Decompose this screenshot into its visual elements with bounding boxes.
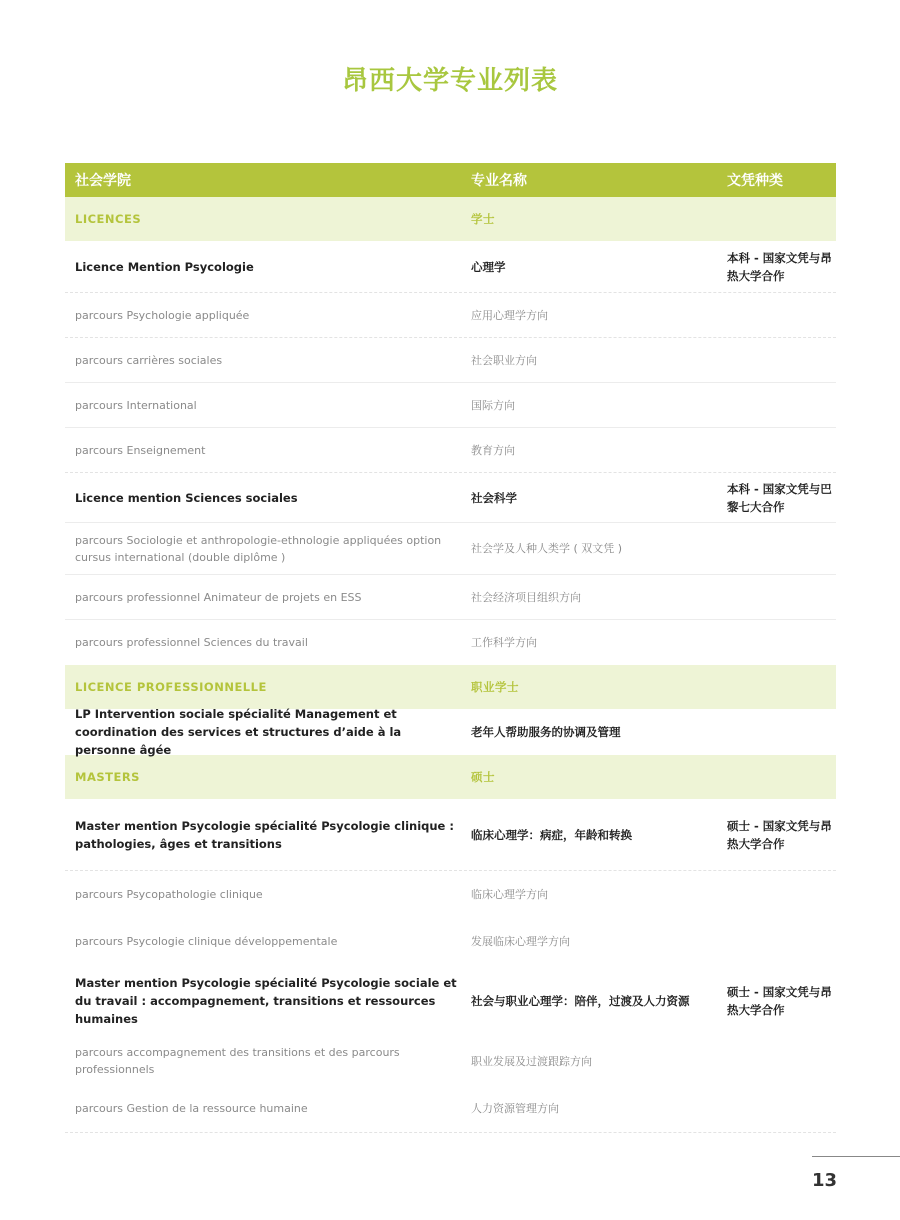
row-title-cn: 人力资源管理方向	[471, 1102, 559, 1115]
table-row	[65, 1085, 836, 1133]
table-row	[65, 799, 836, 871]
page-title: 昂西大学专业列表	[341, 66, 558, 96]
table-row	[65, 965, 836, 1037]
row-title-fr: parcours Sociologie et anthropologie-ethnologie appliquées option cursus international (double diplôme )	[75, 533, 442, 564]
row-title-cn: 工作科学方向	[471, 636, 537, 649]
row-title-fr: LP Intervention sociale spécialité Management et coordination des services et structures d’aide à la personne âgée	[75, 707, 402, 757]
section-label-fr: LICENCES	[75, 212, 142, 226]
row-title-cn: 临床心理学：病症，年龄和转换	[471, 827, 632, 842]
row-title-fr: Licence Mention Psycologie	[75, 259, 254, 274]
row-title-fr: parcours Gestion de la ressource humaine	[75, 1102, 308, 1115]
row-title-fr: parcours carrières sociales	[75, 353, 223, 367]
row-title-fr: parcours professionnel Animateur de projets en ESS	[75, 590, 362, 604]
row-title-fr: parcours Psychologie appliquée	[75, 308, 250, 322]
row-title-cn: 社会职业方向	[471, 353, 537, 367]
row-diploma: 本科 - 国家文凭与巴黎七大合作	[727, 481, 832, 514]
row-title-fr: parcours International	[75, 398, 197, 412]
row-title-fr: parcours Psycologie clinique développementale	[75, 935, 338, 948]
table-row	[65, 473, 836, 523]
row-title-cn: 临床心理学方向	[471, 888, 548, 901]
row-title-cn: 心理学	[471, 259, 506, 274]
row-title-cn: 社会科学	[471, 490, 517, 505]
programs-table	[65, 163, 836, 1133]
row-title-cn: 应用心理学方向	[471, 308, 548, 322]
row-title-fr: parcours accompagnement des transitions et des parcours professionnels	[75, 1046, 400, 1076]
section-licence-professionnelle	[65, 665, 836, 709]
table-row	[65, 918, 836, 965]
table-row	[65, 383, 836, 428]
section-label-cn: 学士	[471, 212, 495, 226]
row-title-cn: 国际方向	[471, 398, 515, 412]
section-label-cn: 硕士	[471, 770, 495, 784]
row-title-cn: 社会学及人种人类学 ( 双文凭 )	[471, 542, 623, 555]
table-row	[65, 1037, 836, 1085]
footer-divider	[812, 1156, 900, 1157]
table-row	[65, 523, 836, 575]
table-row	[65, 241, 836, 293]
table-row	[65, 871, 836, 918]
table-row	[65, 293, 836, 338]
row-title-cn: 职业发展及过渡跟踪方向	[471, 1054, 592, 1068]
row-diploma: 硕士 - 国家文凭与昂热大学合作	[727, 985, 832, 1017]
row-title-fr: parcours Enseignement	[75, 443, 206, 457]
table-header	[65, 163, 836, 197]
row-title-cn: 教育方向	[471, 443, 515, 457]
row-title-fr: Licence mention Sciences sociales	[75, 490, 298, 505]
row-title-cn: 老年人帮助服务的协调及管理	[471, 725, 621, 739]
header-diploma-type: 文凭种类	[727, 173, 783, 189]
section-licences	[65, 197, 836, 241]
row-title-fr: parcours professionnel Sciences du travail	[75, 636, 308, 649]
table-row	[65, 709, 836, 755]
page-number: 13	[812, 1170, 838, 1191]
section-label-fr: MASTERS	[75, 770, 140, 784]
row-title-fr: Master mention Psycologie spécialité Psycologie sociale et du travail : accompagnement, transitions et ressources humaines	[75, 976, 457, 1026]
row-title-cn: 发展临床心理学方向	[471, 935, 570, 948]
table-row	[65, 620, 836, 665]
section-label-fr: LICENCE PROFESSIONNELLE	[75, 680, 267, 694]
table-row	[65, 428, 836, 473]
header-program-name: 专业名称	[471, 173, 527, 189]
row-title-fr: Master mention Psycologie spécialité Psycologie clinique : pathologies, âges et transitions	[75, 818, 454, 851]
table-row	[65, 338, 836, 383]
header-faculty: 社会学院	[75, 173, 131, 189]
row-title-cn: 社会经济项目组织方向	[471, 590, 581, 604]
row-diploma: 硕士 - 国家文凭与昂热大学合作	[727, 818, 832, 851]
row-title-fr: parcours Psycopathologie clinique	[75, 888, 263, 901]
row-title-cn: 社会与职业心理学：陪伴，过渡及人力资源	[471, 994, 690, 1008]
section-label-cn: 职业学士	[471, 680, 519, 694]
row-diploma: 本科 - 国家文凭与昂热大学合作	[727, 250, 832, 283]
section-masters	[65, 755, 836, 799]
table-row	[65, 575, 836, 620]
